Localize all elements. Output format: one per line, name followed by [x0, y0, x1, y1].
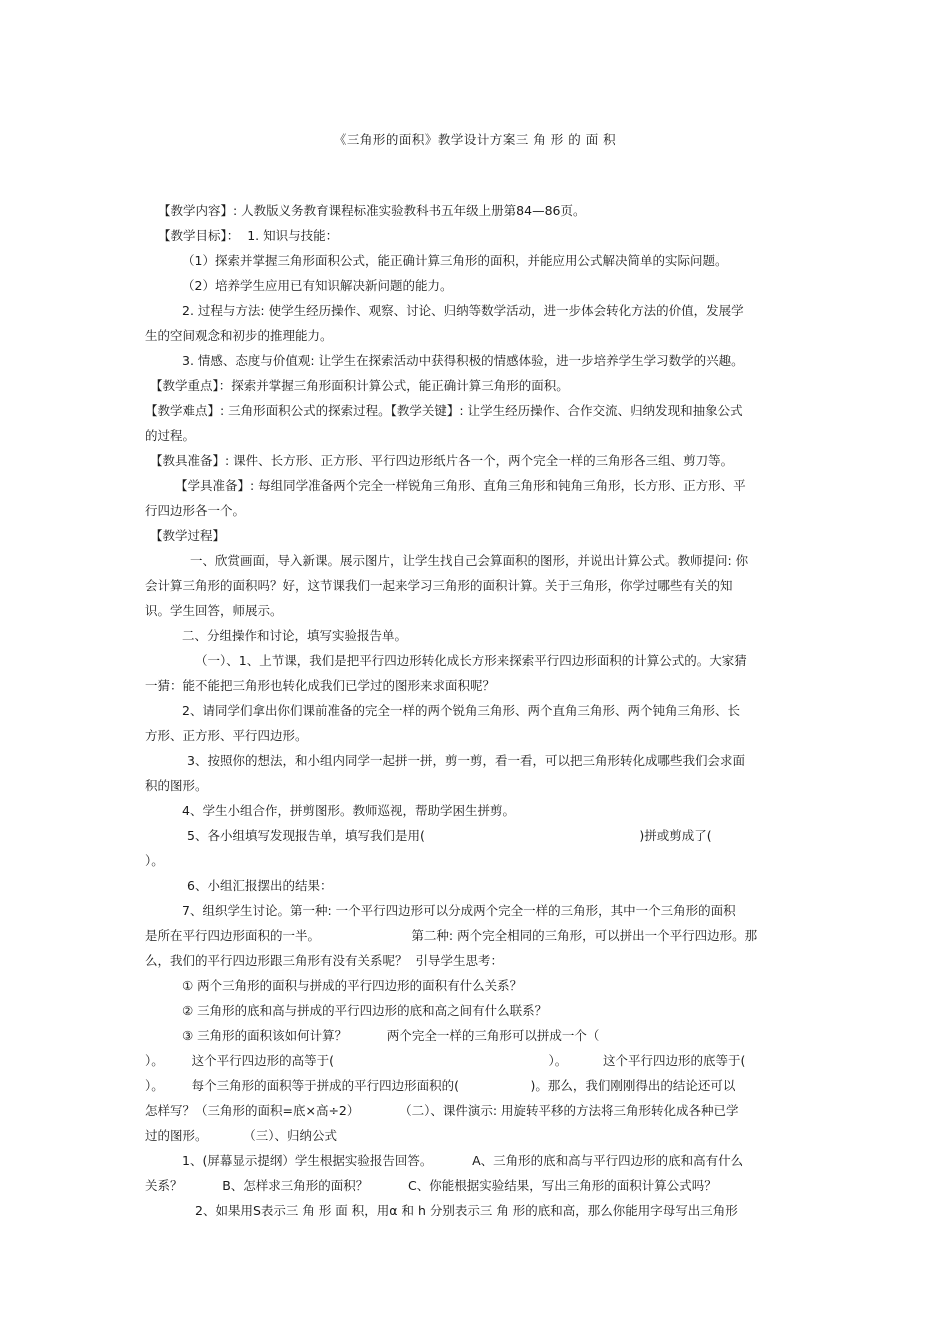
text-line: 4、学生小组合作，拼剪图形。教师巡视，帮助学困生拼剪。 [182, 803, 515, 818]
text-line: 【教学过程】 [150, 528, 226, 543]
text-line: ）。 这个平行四边形的高等于( ）。 这个平行四边形的底等于( [145, 1053, 746, 1068]
text-line: 【教学难点】: 三角形面积公式的探索过程。【教学关键】: 让学生经历操作、合作交流、归纳发现和抽象公式 [145, 403, 743, 418]
text-line: ② 三角形的底和高与拼成的平行四边形的底和高之间有什么联系？ [182, 1003, 548, 1018]
text-line: 生的空间观念和初步的推理能力。 [145, 328, 333, 343]
text-line: 会计算三角形的面积吗？好，这节课我们一起来学习三角形的面积计算。关于三角形，你学过哪些有关的知 [145, 578, 733, 593]
text-line: 识。学生回答，师展示。 [145, 603, 283, 618]
text-line: 关系？ B、怎样求三角形的面积？ C、你能根据实验结果，写出三角形的面积计算公式吗？ [145, 1178, 717, 1193]
text-line: 一、欣赏画面，导入新课。展示图片，让学生找自己会算面积的图形，并说出计算公式。教师提问: 你 [190, 553, 749, 568]
text-line: 行四边形各一个。 [145, 503, 246, 518]
text-line: 2、请同学们拿出你们课前准备的完全一样的两个锐角三角形、两个直角三角形、两个钝角三角形、长 [182, 703, 740, 718]
text-line: （一）、1、上节课，我们是把平行四边形转化成长方形来探索平行四边形面积的计算公式的。大家猜 [195, 653, 747, 668]
text-line: 【教学重点】：探索并掌握三角形面积计算公式，能正确计算三角形的面积。 [150, 378, 569, 393]
text-line: 积的图形。 [145, 778, 208, 793]
text-line: ）。 每个三角形的面积等于拼成的平行四边形面积的( )。那么，我们刚刚得出的结论还可以 [145, 1078, 736, 1093]
text-line: 2、如果用S表示三 角 形 面 积，用α 和 h 分别表示三 角 形的底和高，那么你能用字母写出三角形 [195, 1203, 738, 1218]
text-line: （2）培养学生应用已有知识解决新问题的能力。 [182, 278, 453, 293]
text-line: 3. 情感、态度与价值观: 让学生在探索活动中获得积极的情感体验，进一步培养学生学习数学的兴趣。 [182, 353, 744, 368]
text-line: 3、按照你的想法，和小组内同学一起拼一拼，剪一剪，看一看，可以把三角形转化成哪些我们会求面 [187, 753, 745, 768]
text-line: 6、小组汇报摆出的结果： [187, 878, 333, 893]
text-line: 【学具准备】: 每组同学准备两个完全一样锐角三角形、直角三角形和钝角三角形，长方形、正方形、平 [175, 478, 746, 493]
text-line: 【教学内容】: 人教版义务教育课程标准实验教科书五年级上册第84—86页。 [158, 203, 586, 218]
text-line: 方形、正方形、平行四边形。 [145, 728, 308, 743]
text-line: 5、各小组填写发现报告单，填写我们是用( )拼或剪成了( [187, 828, 712, 843]
text-line: 怎样写？（三角形的面积=底×高÷2） （二）、课件演示: 用旋转平移的方法将三角形转化成各种已学 [145, 1103, 739, 1118]
text-line: 的过程。 [145, 428, 196, 443]
text-line: 一猜：能不能把三角形也转化成我们已学过的图形来求面积呢？ [145, 678, 496, 693]
document-title: 《三角形的面积》教学设计方案三 角 形 的 面 积 [333, 132, 617, 147]
text-line: ③ 三角形的面积该如何计算？ 两个完全一样的三角形可以拼成一个（ [182, 1028, 600, 1043]
text-line: 【教具准备】: 课件、长方形、正方形、平行四边形纸片各一个，两个完全一样的三角形各三组、剪刀等。 [150, 453, 734, 468]
text-line: 1、(屏幕显示提纲）学生根据实验报告回答。 A、三角形的底和高与平行四边形的底和高有什么 [182, 1153, 744, 1168]
text-line: 么，我们的平行四边形跟三角形有没有关系呢？ 引导学生思考： [145, 953, 503, 968]
text-line: 2. 过程与方法: 使学生经历操作、观察、讨论、归纳等数学活动，进一步体会转化方法的价值，发展学 [182, 303, 744, 318]
text-line: 过的图形。 （三）、归纳公式 [145, 1128, 338, 1143]
text-line: ① 两个三角形的面积与拼成的平行四边形的面积有什么关系？ [182, 978, 523, 993]
text-line: 是所在平行四边形面积的一半。 第二种: 两个完全相同的三角形，可以拼出一个平行四边形。那 [145, 928, 758, 943]
text-line: 7、组织学生讨论。第一种: 一个平行四边形可以分成两个完全一样的三角形，其中一个三角形的面积 [182, 903, 736, 918]
text-line: 【教学目标】： 1. 知识与技能： [158, 228, 339, 243]
text-line: 二、分组操作和讨论，填写实验报告单。 [182, 628, 408, 643]
text-line: （1）探索并掌握三角形面积公式，能正确计算三角形的面积，并能应用公式解决简单的实际问题。 [182, 253, 728, 268]
text-line: ）。 [145, 853, 164, 868]
